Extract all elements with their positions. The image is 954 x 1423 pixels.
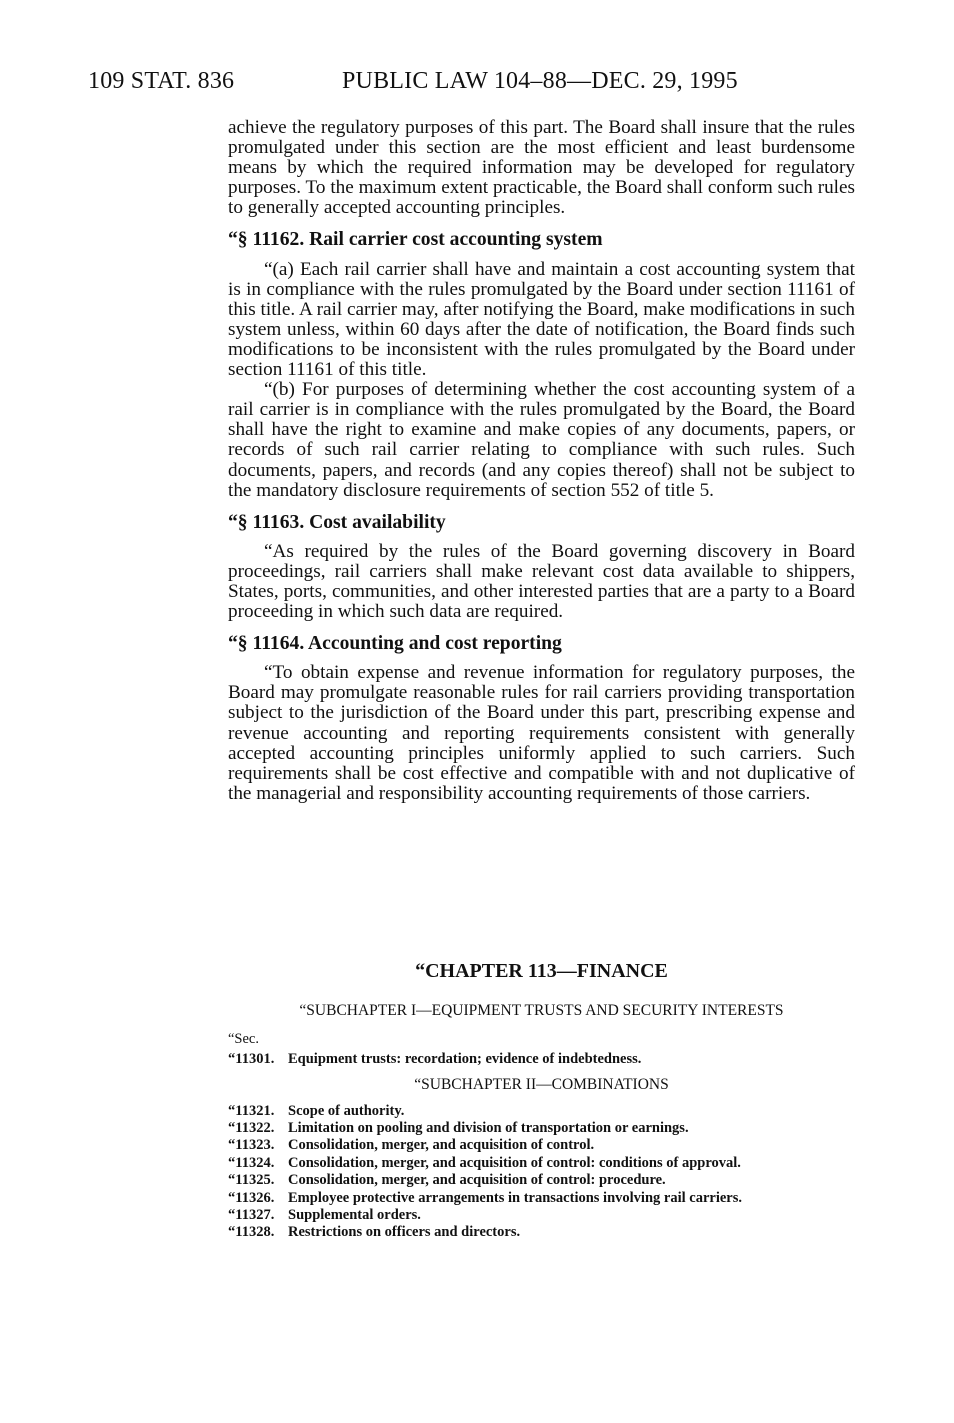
toc-section-title: Consolidation, merger, and acquisition of control: procedure. (288, 1172, 666, 1189)
toc-entry (228, 1137, 855, 1154)
toc-section-title: Scope of authority. (288, 1102, 405, 1119)
toc-entry (228, 1120, 855, 1137)
law-reference: PUBLIC LAW 104–88—DEC. 29, 1995 (342, 68, 738, 94)
toc-entry (228, 1207, 855, 1224)
toc-section-title: Limitation on pooling and division of transportation or earnings. (288, 1120, 689, 1137)
section-11164-text: “To obtain expense and revenue information for regulatory purposes, the Board may promulgate reasonable rules for rail carriers providing transportation subject to the jurisdiction of the Board under this part, prescribing expense and revenue accounting and reporting requirements consistent with generally accepted accounting principles uniformly applied to such carriers. Such requirements shall be cost effective and compatible with and not duplicative of the managerial and responsibility accounting requirements of those carriers. (228, 662, 855, 804)
toc-section-number: “11301. (228, 1050, 275, 1067)
toc-section-title: Equipment trusts: recordation; evidence of indebtedness. (288, 1050, 642, 1067)
statute-body (228, 118, 855, 804)
subchapter-1-list (228, 1051, 855, 1068)
toc-section-title: Supplemental orders. (288, 1207, 421, 1224)
toc-section-title: Consolidation, merger, and acquisition of control: conditions of approval. (288, 1154, 741, 1171)
subchapter-1-heading: “SUBCHAPTER I—EQUIPMENT TRUSTS AND SECURITY INTERESTS (299, 1002, 784, 1019)
continuation-paragraph: achieve the regulatory purposes of this part. The Board shall insure that the rules promulgated under this section are the most efficient and least burdensome means by which the required information may be developed for regulatory purposes. To the maximum extent practicable, the Board shall conform such rules to generally accepted accounting principles. (228, 117, 855, 219)
toc-section-number: “11321. (228, 1102, 275, 1119)
subchapter-2-heading: “SUBCHAPTER II—COMBINATIONS (414, 1076, 669, 1094)
toc-section-title: Consolidation, merger, and acquisition of control. (288, 1137, 595, 1154)
chapter-table-of-contents (228, 1002, 855, 1242)
toc-section-title: Restrictions on officers and directors. (288, 1224, 521, 1241)
section-11163-text: “As required by the rules of the Board governing discovery in Board proceedings, rail carriers shall make relevant cost data available to shippers, States, ports, communities, and other interested parties that are a party to a Board proceeding in which such data are required. (228, 540, 855, 623)
chapter-title: “CHAPTER 113—FINANCE (415, 960, 668, 982)
sec-label: “Sec. (228, 1031, 259, 1048)
toc-entry (228, 1190, 855, 1207)
toc-section-number: “11322. (228, 1120, 275, 1137)
toc-section-number: “11325. (228, 1172, 275, 1189)
toc-entry (228, 1103, 855, 1120)
toc-section-number: “11327. (228, 1207, 275, 1224)
page-reference: 109 STAT. 836 (88, 68, 235, 94)
section-11162-subsection-b: “(b) For purposes of determining whether the cost accounting system of a rail carrier is in compliance with the rules promulgated by the Board, the Board shall have the right to examine and make copies of any documents, papers, or records of such rail carrier relating to compliance with such rules. Such documents, papers, and records (and any copies thereof) shall not be subject to the mandatory disclosure requirements of section 552 of title 5. (228, 379, 855, 501)
toc-entry (228, 1172, 855, 1189)
section-heading-11163: “§ 11163. Cost availability (228, 511, 446, 533)
toc-entry (228, 1224, 855, 1241)
toc-section-number: “11326. (228, 1189, 275, 1206)
section-heading-11162: “§ 11162. Rail carrier cost accounting system (228, 229, 603, 251)
subchapter-2-list (228, 1103, 855, 1242)
section-11162-subsection-a: “(a) Each rail carrier shall have and maintain a cost accounting system that is in compliance with the rules promulgated by the Board under section 11161 of this title. A rail carrier may, after notifying the Board, make modifications in such system unless, within 60 days after the date of notification, the Board finds such modifications to be inconsistent with the rules promulgated by the Board under section 11161 of this title. (228, 258, 855, 381)
toc-entry (228, 1051, 855, 1068)
toc-section-number: “11328. (228, 1224, 275, 1241)
section-heading-11164: “§ 11164. Accounting and cost reporting (228, 633, 562, 655)
toc-section-number: “11323. (228, 1137, 275, 1154)
toc-section-number: “11324. (228, 1154, 275, 1171)
toc-section-title: Employee protective arrangements in transactions involving rail carriers. (288, 1189, 742, 1206)
toc-entry (228, 1155, 855, 1172)
